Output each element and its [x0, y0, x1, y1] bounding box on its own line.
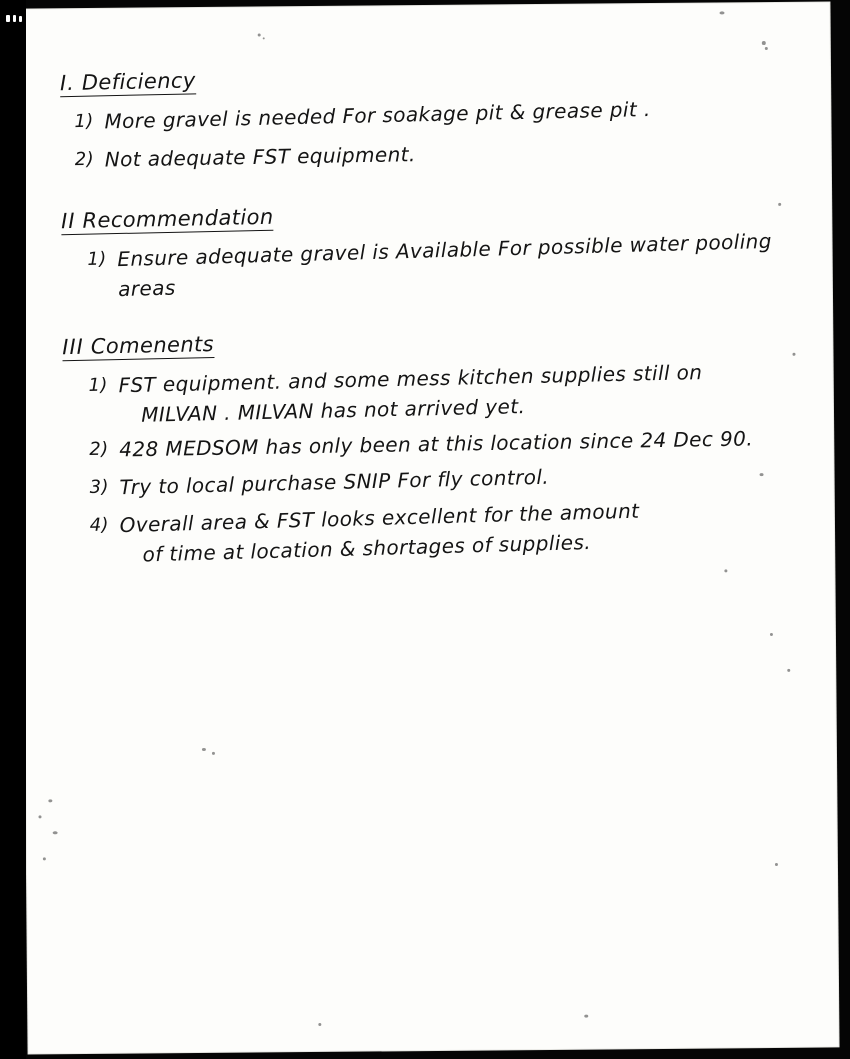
scan-speck — [53, 831, 58, 834]
paper-sheet — [19, 2, 838, 1053]
list-text: Try to local purchase SNIP For fly control. — [119, 464, 550, 500]
section-deficiency — [60, 65, 801, 175]
list-item — [88, 355, 803, 431]
section-numeral: III — [61, 334, 85, 360]
scan-speck — [787, 669, 790, 672]
scan-speck — [202, 748, 206, 751]
list-item — [75, 132, 801, 175]
scan-speck — [762, 41, 766, 45]
scan-speck — [38, 815, 41, 818]
punch-mark — [6, 15, 10, 22]
list-item — [74, 91, 800, 137]
section-title: Recommendation — [82, 204, 274, 233]
section-comments — [62, 329, 804, 571]
list-text — [118, 355, 803, 431]
list-marker: 1) — [74, 110, 94, 133]
list-text: More gravel is needed For soakage pit & grease pit . — [104, 97, 651, 134]
list-text: Not adequate FST equipment. — [104, 142, 416, 172]
list-text-line: MILVAN . MILVAN has not arrived yet. — [140, 394, 526, 427]
scan-speck — [765, 47, 768, 50]
list-marker: 1) — [87, 248, 107, 270]
list-marker: 2) — [74, 148, 95, 171]
punch-mark — [19, 16, 22, 22]
section-recommendation — [61, 203, 802, 305]
scan-speck — [720, 11, 725, 14]
scan-edge-margin — [0, 0, 26, 1059]
section-title: Comenents — [90, 332, 215, 359]
list-item — [87, 225, 802, 305]
section-title: Deficiency — [81, 68, 196, 95]
scan-speck — [584, 1015, 588, 1018]
scan-speck — [318, 1023, 321, 1026]
list-marker: 3) — [89, 476, 110, 498]
punch-mark — [13, 15, 16, 22]
list-text: 428 MEDSOM has only been at this location since 24 Dec 90. — [119, 426, 754, 462]
list-marker: 4) — [89, 514, 110, 536]
section-heading — [61, 205, 274, 235]
list-marker: 2) — [89, 438, 109, 460]
scan-speck — [263, 37, 265, 39]
section-heading — [60, 68, 196, 97]
scan-speck — [258, 33, 261, 36]
list-marker: 1) — [88, 374, 109, 396]
list-text — [119, 491, 804, 570]
scan-speck — [212, 752, 215, 755]
list-text-line: Overall area & FST looks excellent for the amount — [119, 498, 640, 538]
scan-speck — [43, 857, 46, 860]
scan-speck — [770, 633, 773, 636]
section-numeral: II — [60, 208, 76, 234]
list-text-line: FST equipment. and some mess kitchen supplies still on — [118, 360, 703, 398]
section-numeral: I. — [59, 70, 76, 96]
list-text: Ensure adequate gravel is Available For possible water pooling areas — [117, 228, 773, 302]
list-item — [89, 491, 804, 571]
list-text-line: of time at location & shortages of supplies. — [142, 529, 592, 567]
scan-speck — [775, 863, 778, 866]
note-body — [60, 65, 805, 591]
scan-speck — [48, 799, 52, 802]
section-heading — [62, 332, 214, 361]
